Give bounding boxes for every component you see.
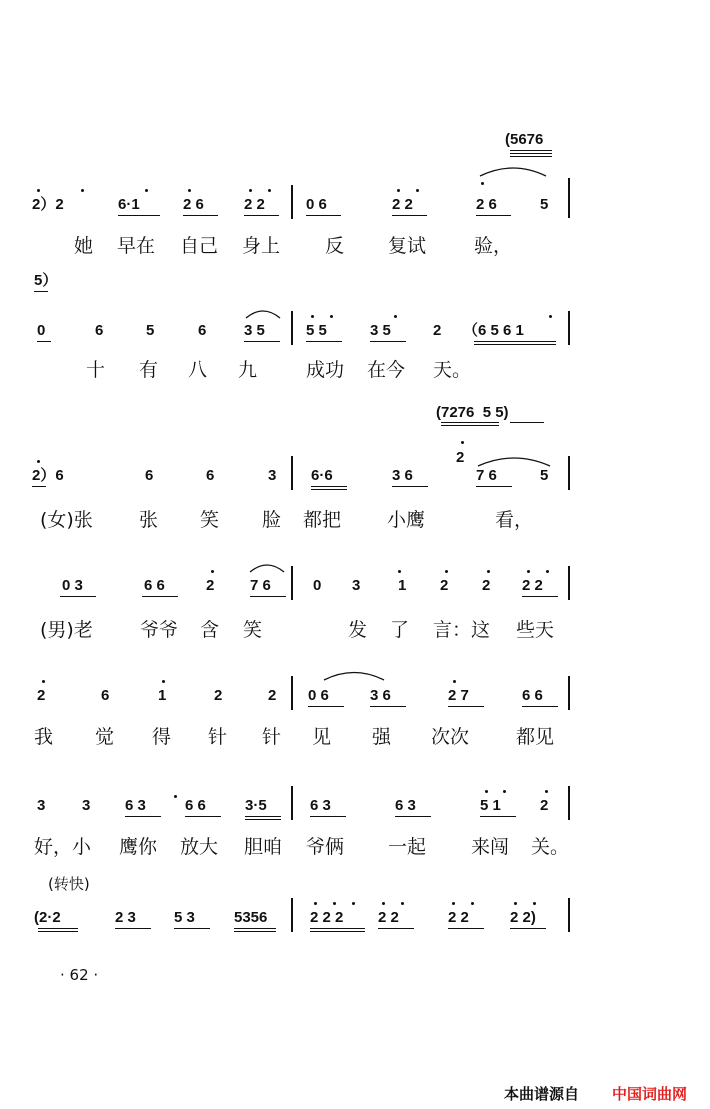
lyric: 些天	[516, 619, 555, 641]
underline	[185, 816, 221, 817]
lyric: 早在	[117, 235, 156, 257]
underline	[183, 215, 218, 216]
underline	[310, 931, 365, 932]
underline	[311, 489, 347, 490]
lyric: 成功	[306, 359, 345, 381]
octave-dot	[401, 902, 404, 905]
barline	[568, 676, 570, 710]
note: 2	[433, 322, 442, 339]
lyric: 一起	[388, 836, 427, 858]
barline	[568, 178, 570, 218]
underline	[37, 341, 51, 342]
note: 6	[95, 322, 104, 339]
octave-dot	[333, 902, 336, 905]
note: 1	[398, 577, 407, 594]
note: 2 2	[392, 196, 413, 213]
note: 3	[82, 797, 91, 814]
lyric: 有	[139, 359, 159, 381]
note: 3·5	[245, 797, 267, 814]
octave-dot	[416, 189, 419, 192]
underline	[306, 341, 342, 342]
octave-dot	[549, 315, 552, 318]
octave-dot	[546, 570, 549, 573]
note: （6 5 6 1	[463, 322, 524, 339]
underline	[306, 215, 341, 216]
octave-dot	[268, 189, 271, 192]
lyric: 言：这	[433, 619, 491, 641]
note: 2 2	[522, 577, 543, 594]
underline	[310, 816, 346, 817]
lyric: 八	[188, 359, 208, 381]
octave-dot	[211, 570, 214, 573]
octave-dot	[352, 902, 355, 905]
underline	[474, 344, 556, 345]
lyric: 针	[262, 726, 282, 748]
note: 6	[206, 467, 215, 484]
barline	[291, 676, 293, 710]
note: 0 3	[62, 577, 83, 594]
barline	[568, 786, 570, 820]
underline	[32, 486, 46, 487]
lyric: 强	[372, 726, 392, 748]
underline	[34, 291, 48, 292]
underline	[245, 819, 281, 820]
note: 1	[158, 687, 167, 704]
note: 0 6	[308, 687, 329, 704]
barline	[291, 185, 293, 219]
lyric: 放大	[180, 836, 219, 858]
barline	[568, 898, 570, 932]
note: 6	[198, 322, 207, 339]
note: 2	[214, 687, 223, 704]
note: 2 6	[183, 196, 204, 213]
underline	[244, 215, 279, 216]
underline	[378, 928, 414, 929]
tempo-label: (转快)	[48, 875, 90, 893]
underline	[476, 486, 512, 487]
octave-dot	[188, 189, 191, 192]
note: 2）2	[32, 196, 64, 213]
underline	[510, 153, 552, 154]
underline	[142, 596, 178, 597]
underline	[174, 928, 210, 929]
note: 6 6	[185, 797, 206, 814]
underline	[38, 931, 78, 932]
note: 3 5	[370, 322, 391, 339]
octave-dot	[382, 902, 385, 905]
lyric: 都见	[516, 726, 555, 748]
lyric: 觉	[95, 726, 115, 748]
intro-note: (5676	[505, 131, 544, 148]
underline	[392, 486, 428, 487]
underline	[441, 425, 499, 426]
note: 3 5	[244, 322, 265, 339]
octave-dot	[145, 189, 148, 192]
lyric: 天。	[433, 359, 472, 381]
note: 2 6	[476, 196, 497, 213]
note: 6·1	[118, 196, 140, 213]
underline	[234, 928, 276, 929]
lyric: 好，小	[34, 836, 92, 858]
lyric: 来闯	[471, 836, 510, 858]
lyric: 爷爷	[140, 619, 179, 641]
lyric: 复试	[388, 235, 427, 257]
note: 2	[482, 577, 491, 594]
note: 5	[146, 322, 155, 339]
underline	[510, 422, 544, 423]
underline	[510, 156, 552, 157]
underline	[310, 928, 365, 929]
note: 2 2 2	[310, 909, 344, 926]
octave-dot	[453, 680, 456, 683]
note: 5356	[234, 909, 268, 926]
octave-dot	[445, 570, 448, 573]
note: 2 2)	[510, 909, 536, 926]
note: 2）6	[32, 467, 64, 484]
underline	[60, 596, 96, 597]
note: 0	[37, 322, 46, 339]
octave-dot	[461, 441, 464, 444]
note: 6	[101, 687, 110, 704]
octave-dot	[398, 570, 401, 573]
note: 7 6	[476, 467, 497, 484]
lyric: 九	[238, 359, 258, 381]
underline	[510, 150, 552, 151]
lyric: 自己	[180, 235, 219, 257]
note: 6 6	[144, 577, 165, 594]
underline	[441, 422, 499, 423]
tie-arc	[478, 164, 548, 178]
note: 5	[540, 467, 549, 484]
barline	[291, 898, 293, 932]
note: 2 2	[448, 909, 469, 926]
lyric: 在今	[367, 359, 406, 381]
octave-dot	[545, 790, 548, 793]
note: 0 6	[306, 196, 327, 213]
underline	[370, 341, 406, 342]
note: 2 2	[378, 909, 399, 926]
octave-dot	[533, 902, 536, 905]
slur-arc	[248, 560, 286, 574]
octave-dot	[330, 315, 333, 318]
lyric: 了	[390, 619, 410, 641]
octave-dot	[503, 790, 506, 793]
barline	[291, 311, 293, 345]
note: 5 1	[480, 797, 501, 814]
barline	[291, 456, 293, 490]
octave-dot	[311, 315, 314, 318]
underline	[308, 706, 344, 707]
lyric: 张	[139, 509, 159, 531]
octave-dot	[42, 680, 45, 683]
underline	[476, 215, 511, 216]
octave-dot	[174, 795, 177, 798]
note: 2 2	[244, 196, 265, 213]
octave-dot	[37, 460, 40, 463]
lyric: (男)老	[40, 619, 93, 641]
note: 2	[540, 797, 549, 814]
note: 5 3	[174, 909, 195, 926]
octave-dot	[394, 315, 397, 318]
note: 2 7	[448, 687, 469, 704]
octave-dot	[471, 902, 474, 905]
note: 2	[37, 687, 46, 704]
underline	[311, 486, 347, 487]
octave-dot	[527, 570, 530, 573]
lyric: 笑	[200, 509, 220, 531]
octave-dot	[481, 182, 484, 185]
note: 6 3	[395, 797, 416, 814]
note: 6 6	[522, 687, 543, 704]
barline	[291, 786, 293, 820]
underline	[392, 215, 427, 216]
note: 7 6	[250, 577, 271, 594]
source-label: 本曲谱源自	[504, 1085, 580, 1103]
page-number: · 62 ·	[60, 966, 99, 984]
underline	[38, 928, 78, 929]
note: 2	[268, 687, 277, 704]
underline	[510, 928, 546, 929]
underline	[480, 816, 516, 817]
lyric: 反	[325, 235, 345, 257]
underline	[234, 931, 276, 932]
barline	[568, 311, 570, 345]
octave-dot	[485, 790, 488, 793]
underline	[115, 928, 151, 929]
underline	[474, 341, 556, 342]
note: 5）	[34, 272, 58, 289]
lyric: 笑	[243, 619, 263, 641]
lyric: 得	[152, 726, 172, 748]
note: (7276 5 5)	[436, 404, 509, 421]
note: 6	[145, 467, 154, 484]
underline	[370, 706, 406, 707]
barline	[568, 566, 570, 600]
lyric: 十	[86, 359, 106, 381]
underline	[125, 816, 161, 817]
note: (2·2	[34, 909, 61, 926]
note: 2 3	[115, 909, 136, 926]
lyric: 身上	[242, 235, 281, 257]
note: 0	[313, 577, 322, 594]
barline	[291, 566, 293, 600]
lyric: 含	[200, 619, 220, 641]
lyric: 针	[208, 726, 228, 748]
lyric: (女)张	[40, 509, 93, 531]
lyric: 爷俩	[306, 836, 345, 858]
lyric: 小鹰	[387, 509, 426, 531]
note: 6 3	[125, 797, 146, 814]
lyric: 验，	[474, 235, 513, 257]
underline	[522, 596, 558, 597]
lyric: 次次	[431, 726, 470, 748]
note: 3 6	[370, 687, 391, 704]
note: 5 5	[306, 322, 327, 339]
tie-arc	[476, 454, 552, 468]
note: 6 3	[310, 797, 331, 814]
note: 3	[352, 577, 361, 594]
lyric: 看，	[495, 509, 534, 531]
octave-dot	[37, 189, 40, 192]
lyric: 胆咱	[244, 836, 283, 858]
lyric: 见	[312, 726, 332, 748]
octave-dot	[162, 680, 165, 683]
octave-dot	[452, 902, 455, 905]
note: 6·6	[311, 467, 333, 484]
lyric: 她	[74, 235, 94, 257]
octave-dot	[514, 902, 517, 905]
octave-dot	[397, 189, 400, 192]
underline	[448, 928, 484, 929]
lyric: 鹰你	[119, 836, 158, 858]
underline	[250, 596, 286, 597]
underline	[244, 341, 280, 342]
slur-arc	[244, 306, 282, 320]
lyric: 我	[34, 726, 54, 748]
site-name-link[interactable]: 中国词曲网	[612, 1085, 688, 1103]
lyric: 都把	[303, 509, 342, 531]
underline	[522, 706, 558, 707]
note: 5	[540, 196, 549, 213]
note: 3	[37, 797, 46, 814]
underline	[245, 816, 281, 817]
lyric: 关。	[531, 836, 570, 858]
barline	[568, 456, 570, 490]
octave-dot	[487, 570, 490, 573]
lyric: 发	[348, 619, 368, 641]
note: 2	[440, 577, 449, 594]
note: 3 6	[392, 467, 413, 484]
underline	[448, 706, 484, 707]
tie-arc	[322, 668, 386, 682]
underline	[395, 816, 431, 817]
underline	[118, 215, 160, 216]
note: 3	[268, 467, 277, 484]
lyric: 脸	[262, 509, 282, 531]
note: 2	[456, 449, 465, 466]
octave-dot	[249, 189, 252, 192]
octave-dot	[81, 189, 84, 192]
octave-dot	[314, 902, 317, 905]
note: 2	[206, 577, 215, 594]
